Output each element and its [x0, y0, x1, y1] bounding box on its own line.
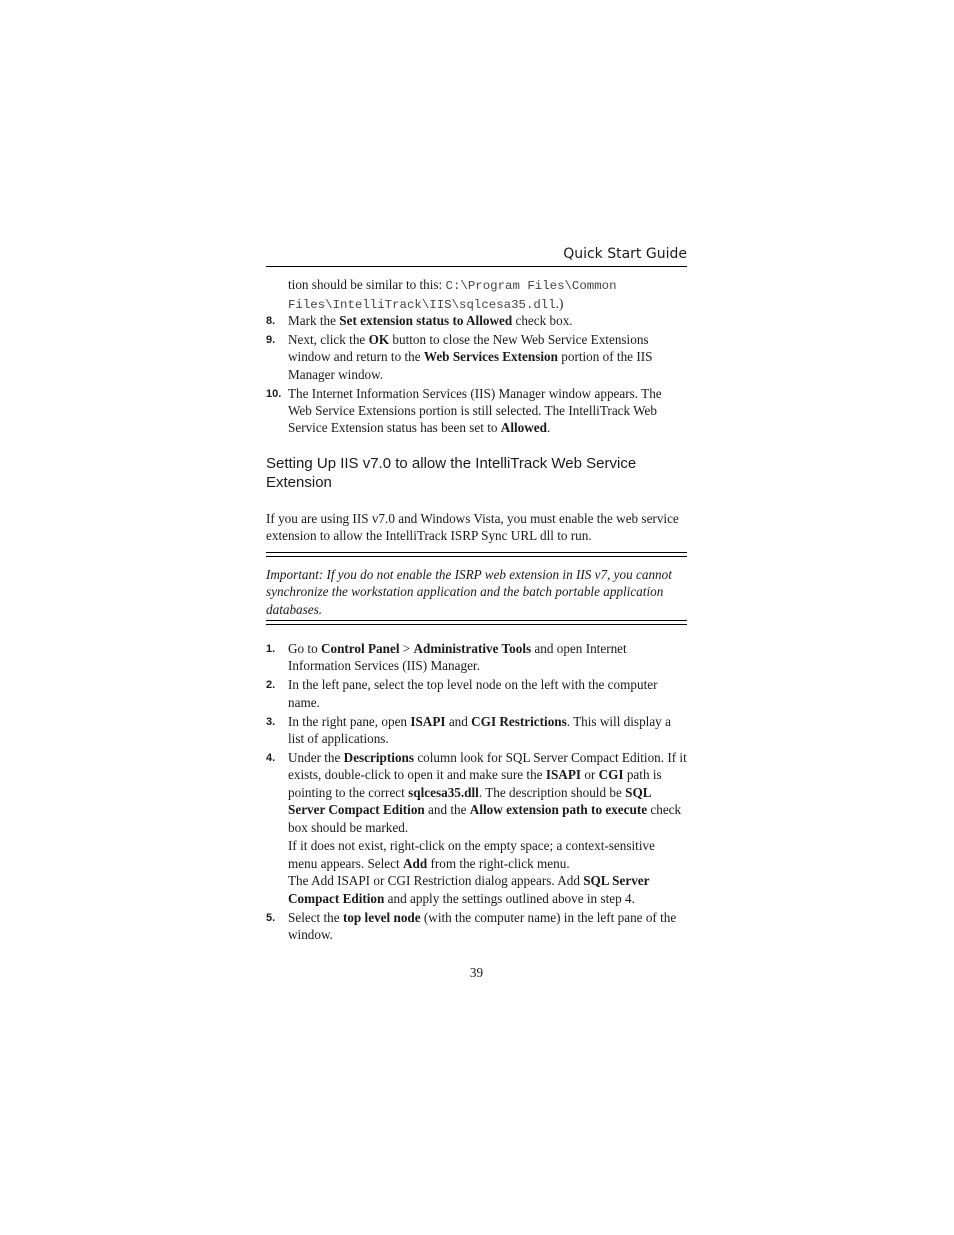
step-text: . The description should be: [478, 784, 626, 800]
step-number: 2.: [266, 679, 276, 692]
step-bold: SQL Server Compact Edition: [288, 873, 650, 906]
step-text: and: [445, 713, 472, 729]
step-bold: Descriptions: [343, 749, 415, 765]
steps-list-b: [266, 640, 687, 943]
step-bold: ISAPI: [545, 767, 582, 783]
step-number: 4.: [266, 751, 276, 764]
step-text: Mark the: [288, 313, 340, 328]
step-text: button to close the New Web Service Extensions window and return to the: [288, 331, 649, 365]
note-top-rule: [266, 552, 687, 557]
list-item: [266, 276, 687, 315]
step-bold: Administrative Tools: [413, 641, 532, 656]
step-text: Go to: [288, 641, 321, 656]
step-number: 9.: [266, 333, 276, 346]
step-text: The Internet Information Services (IIS) Manager window appears. The Web Service Extensions portion is still selected. The IntelliTrack Web Service Extension status has been set to: [288, 385, 662, 436]
running-header: Quick Start Guide: [563, 246, 687, 262]
step-text: and apply the settings outlined above in step 4.: [384, 890, 635, 906]
header-rule: [266, 266, 687, 267]
step-text: portion of the IIS Manager window.: [288, 349, 653, 382]
list-item: [266, 676, 687, 711]
step-text: column look for SQL Server Compact Edition. If it exists, double-click to open it and make sure the: [288, 749, 687, 783]
section-heading: Setting Up IIS v7.0 to allow the IntelliTrack Web Service Extension: [266, 455, 637, 491]
list-item: [266, 640, 687, 675]
step-bold: Add: [402, 855, 428, 871]
step-bold: CGI Restrictions: [471, 713, 567, 729]
list-item: [266, 331, 687, 383]
step-text: . This will display a list of applications.: [288, 713, 671, 747]
step-text: check box.: [512, 313, 573, 328]
step-paragraph: [288, 749, 687, 836]
step-bold: Allowed: [500, 420, 547, 436]
continuation-end: .): [555, 296, 564, 312]
step-number: 1.: [266, 643, 276, 655]
list-item: [266, 749, 687, 907]
step-text: In the right pane, open: [288, 713, 411, 729]
list-item: [266, 385, 687, 437]
step-text: .: [546, 420, 551, 436]
note-bottom-rule: [266, 620, 687, 625]
step-text: or: [581, 767, 599, 783]
step-number: 8.: [266, 315, 276, 327]
step-bold: Control Panel: [320, 641, 400, 656]
step-text: (with the computer name) in the left pane of the window.: [288, 909, 677, 942]
important-note: Important: If you do not enable the ISRP web extension in IIS v7, you cannot synchronize the workstation application and the batch portable application databases.: [266, 567, 672, 617]
step-bold: SQL Server Compact Edition: [288, 784, 651, 818]
step-text: path is pointing to the correct: [288, 767, 662, 800]
step-bold: CGI: [598, 767, 624, 783]
continuation-text: tion should be similar to this:: [288, 277, 446, 292]
step-text: Next, click the: [288, 331, 369, 347]
step-number: 10.: [266, 387, 282, 400]
list-item: [266, 713, 687, 748]
step-text: and open Internet Information Services (IIS) Manager.: [288, 641, 627, 674]
list-item: [266, 312, 687, 329]
step-text: Under the: [288, 749, 344, 765]
list-item: [266, 909, 687, 944]
step-number: 3.: [266, 715, 276, 728]
dll-path-code: C:\Program Files\Common Files\IntelliTrack\IIS\sqlcesa35.dll: [288, 279, 617, 313]
step-bold: Set extension status to Allowed: [339, 313, 513, 328]
step-paragraph: [288, 837, 687, 872]
step-bold: top level node: [342, 909, 421, 925]
step-text: from the right-click menu.: [427, 855, 570, 871]
step-text: and the: [424, 802, 470, 818]
step-bold: Allow extension path to execute: [469, 802, 648, 818]
step-number: 5.: [266, 911, 276, 924]
step-bold: sqlcesa35.dll: [408, 784, 479, 800]
step-text: Select the: [288, 909, 343, 925]
step-text: In the left pane, select the top level node on the left with the computer name.: [288, 677, 658, 710]
step-bold: ISAPI: [410, 713, 446, 729]
page-number: 39: [469, 965, 484, 980]
step-text: check box should be marked.: [288, 802, 682, 835]
continuation-paragraph: [266, 276, 687, 315]
step-paragraph: [288, 872, 687, 907]
steps-list-a: [266, 312, 687, 437]
step-text: If it does not exist, right-click on the empty space; a context-sensitive menu appears. Select: [288, 838, 655, 871]
step-text: The Add ISAPI or CGI Restriction dialog appears. Add: [288, 873, 584, 889]
step-bold: OK: [368, 331, 390, 347]
section-intro: If you are using IIS v7.0 and Windows Vista, you must enable the web service extension to allow the IntelliTrack ISRP Sync URL dll to run.: [266, 511, 679, 544]
step-bold: Web Services Extension: [423, 349, 558, 365]
step-text: >: [399, 641, 414, 656]
